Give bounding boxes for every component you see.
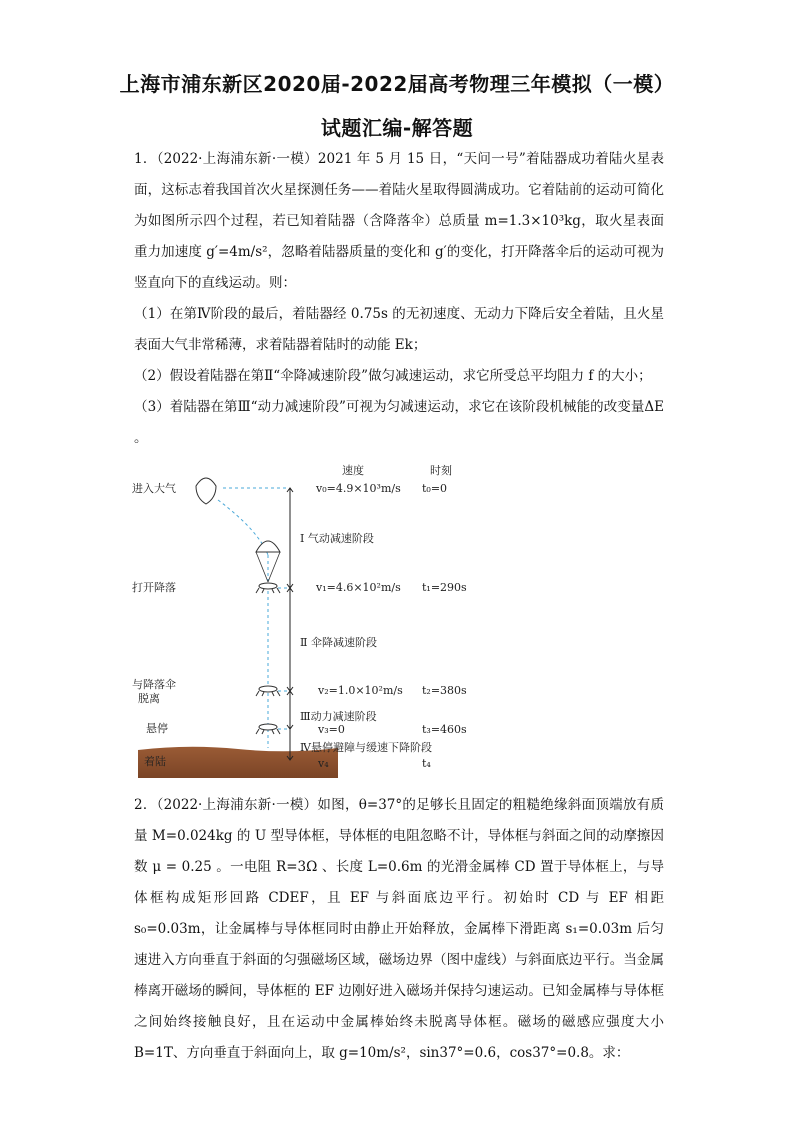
- label-open: 打开降落: [132, 581, 176, 594]
- entry-capsule-icon: [196, 478, 216, 504]
- time-t1: t₁=290s: [422, 581, 467, 594]
- label-hover: 悬停: [146, 722, 168, 735]
- col-time-header: 时刻: [430, 464, 452, 477]
- time-t3: t₃=460s: [422, 723, 467, 736]
- stage-3-label: Ⅲ动力减速阶段: [300, 710, 377, 723]
- time-t0: t₀=0: [422, 482, 448, 495]
- parachute-icon: [256, 541, 280, 552]
- stage-1-label: Ⅰ 气动减速阶段: [300, 532, 374, 545]
- label-detach-2: 脱离: [138, 692, 160, 705]
- document-title: 上海市浦东新区2020届-2022届高考物理三年模拟（一模）: [119, 72, 675, 96]
- question-1-part-2: （2）假设着陆器在第Ⅱ“伞降减速阶段”做匀减速运动，求它所受总平均阻力 f 的大小；: [134, 368, 652, 384]
- lander-icon-hover: [256, 724, 280, 734]
- stage-2-label: Ⅱ 伞降减速阶段: [300, 636, 377, 649]
- question-2-text: 2．（2022·上海浦东新·一模）如图，θ=37°的足够长且固定的粗糙绝缘斜面顶端放有质量 M=0.024kg 的 U 型导体框，导体框的电阻忽略不计，导体框与斜面之间的动摩擦因数 μ = 0.25 。一电阻 R=3Ω 、长度 L=0.6m 的光滑金属棒 CD 置于导体框上，与导体框构成矩形回路 CDEF，且 EF 与斜面底边平行。初始时 CD 与 EF 相距 s₀=0.03m，让金属棒与导体框同时由静止开始释放，金属棒下滑距离 s₁=0.03m 后匀速进入方向垂直于斜面的匀强磁场区域，磁场边界（图中虚线）与斜面底边平行。当金属棒离开磁场的瞬间，导体框的 EF 边刚好进入磁场并保持匀速运动。已知金属棒与导体框之间始终接触良好，且在运动中金属棒始终未脱离导体框。磁场的磁感应强度大小 B=1T、方向垂直于斜面向上，取 g=10m/s²，sin37°=0.6，cos37°=0.8。求：: [134, 797, 664, 1061]
- time-t2: t₂=380s: [422, 684, 467, 697]
- landing-stages-figure: [128, 460, 468, 780]
- col-speed-header: 速度: [342, 464, 364, 477]
- stage-4-label: Ⅳ悬停避障与缓速下降阶段: [300, 741, 432, 754]
- question-1-part-1: （1）在第Ⅳ阶段的最后，着陆器经 0.75s 的无初速度、无动力下降后安全着陆，且火星表面大气非常稀薄，求着陆器着陆时的动能 Ek；: [134, 306, 664, 353]
- label-land: 着陆: [144, 755, 166, 768]
- speed-v3: v₃=0: [318, 723, 345, 736]
- question-1-intro: 1．（2022·上海浦东新·一模）2021 年 5 月 15 日，“天问一号”着陆器成功着陆火星表面，这标志着我国首次火星探测任务——着陆火星取得圆满成功。它着陆前的运动可简化为如图所示四个过程，若已知着陆器（含降落伞）总质量 m=1.3×10³kg，取火星表面重力加速度 g′=4m/s²，忽略着陆器质量的变化和 g′的变化，打开降落伞后的运动可视为竖直向下的直线运动。则：: [134, 151, 664, 291]
- speed-v4: v₄: [318, 757, 329, 770]
- question-1-part-3: （3）着陆器在第Ⅲ“动力减速阶段”可视为匀减速运动，求它在该阶段机械能的改变量ΔE 。: [134, 399, 664, 446]
- speed-v2: v₂=1.0×10²m/s: [318, 684, 403, 697]
- label-detach-1: 与降落伞: [132, 678, 176, 691]
- time-t4: t₄: [422, 757, 431, 770]
- speed-v0: v₀=4.9×10³m/s: [316, 482, 401, 495]
- document-subtitle: 试题汇编-解答题: [320, 116, 474, 140]
- speed-v1: v₁=4.6×10²m/s: [316, 581, 401, 594]
- label-enter: 进入大气: [132, 482, 176, 495]
